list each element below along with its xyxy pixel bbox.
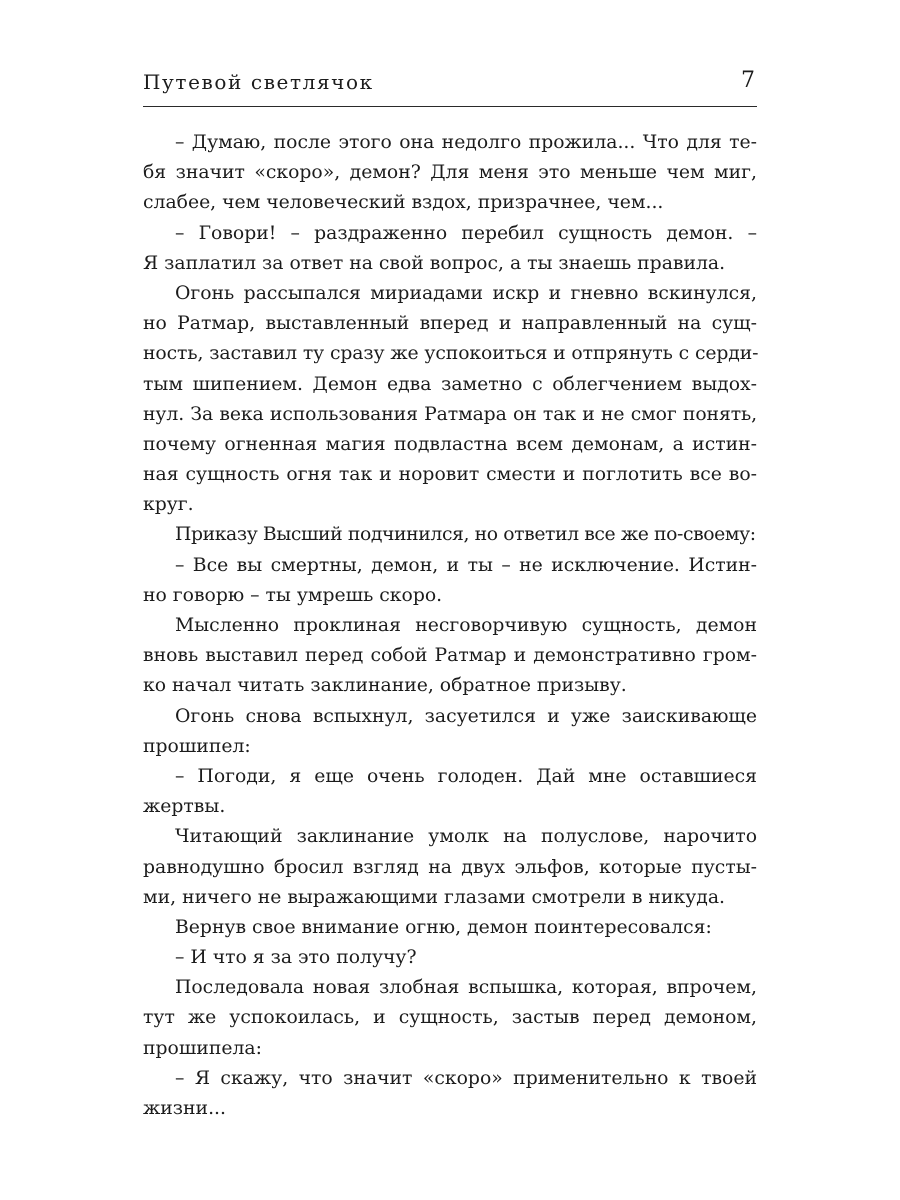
text-line: Огонь рассыпался мириадами искр и гневно вскинулся, — [175, 282, 757, 304]
body-text — [143, 128, 757, 1124]
text-line: ная сущность огня так и норовит смести и поглотить все во- — [143, 464, 757, 486]
text-line: Читающий заклинание умолк на полуслове, нарочито — [175, 826, 757, 848]
text-line: – Погоди, я еще очень голоден. Дай мне оставшиеся — [175, 765, 757, 787]
text-line: Вернув свое внимание огню, демон поинтересовался: — [175, 916, 712, 938]
text-line: Огонь снова вспыхнул, засуетился и уже заискивающе — [175, 705, 757, 727]
text-line: но говорю – ты умрешь скоро. — [143, 584, 443, 606]
text-line: жизни... — [143, 1098, 226, 1119]
text-line: прошипела: — [143, 1037, 262, 1059]
text-line: ко начал читать заклинание, обратное призыву. — [143, 675, 627, 697]
text-line: но Ратмар, выставленный вперед и направленный на сущ- — [143, 313, 757, 335]
text-line: ми, ничего не выражающими глазами смотрели в никуда. — [143, 886, 725, 908]
running-header — [143, 66, 757, 107]
text-line: Мысленно проклиная несговорчивую сущность, демон — [175, 615, 757, 636]
running-title: Путевой светлячок — [143, 70, 374, 94]
text-line: тым шипением. Демон едва заметно с облегчением выдох- — [143, 373, 757, 395]
text-line: – И что я за это получу? — [175, 947, 417, 969]
page-number: 7 — [741, 68, 755, 93]
text-line: Последовала новая злобная вспышка, которая, впрочем, — [175, 977, 757, 999]
text-line: Приказу Высший подчинился, но ответил все же по-своему: — [175, 524, 756, 546]
text-line: – Все вы смертны, демон, и ты – не исключение. Истин- — [175, 554, 757, 576]
text-line: равнодушно бросил взгляд на двух эльфов, которые пусты- — [143, 856, 757, 878]
text-line: – Я скажу, что значит «скоро» применительно к твоей — [175, 1067, 757, 1089]
text-line: – Думаю, после этого она недолго прожила... Что для те- — [175, 132, 757, 153]
text-line: тут же успокоилась, и сущность, застыв перед демоном, — [143, 1007, 757, 1029]
text-line: бя значит «скоро», демон? Для меня это меньше чем миг, — [143, 162, 757, 184]
text-line: вновь выставил перед собой Ратмар и демонстративно гром- — [143, 645, 757, 667]
text-line: – Говори! – раздраженно перебил сущность демон. – — [175, 222, 757, 244]
text-line: слабее, чем человеческий вздох, призрачнее, чем... — [143, 192, 664, 214]
text-line: жертвы. — [143, 796, 226, 818]
text-line: ность, заставил ту сразу же успокоиться и отпрянуть с серди- — [143, 343, 759, 365]
text-line: прошипел: — [143, 735, 251, 757]
text-line: Я заплатил за ответ на свой вопрос, а ты знаешь правила. — [143, 252, 726, 274]
text-line: нул. За века использования Ратмара он так и не смог понять, — [143, 403, 757, 425]
text-line: почему огненная магия подвластна всем демонам, а истин- — [143, 433, 757, 455]
text-line: круг. — [143, 494, 194, 516]
